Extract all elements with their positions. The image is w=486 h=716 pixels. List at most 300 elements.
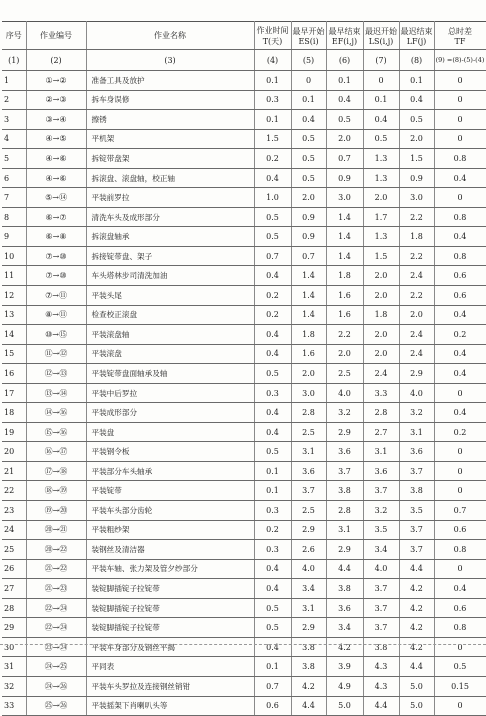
cell-lf: 3.1 <box>399 422 434 442</box>
cell-name: 平装中后罗拉 <box>86 383 254 403</box>
cell-no: 2 <box>2 90 26 110</box>
index-ls: (7) <box>363 50 399 71</box>
cell-es: 0.4 <box>291 110 326 130</box>
cell-es: 1.6 <box>291 344 326 364</box>
cell-tf: 0.4 <box>434 344 486 364</box>
cell-t: 0.4 <box>254 637 291 657</box>
cell-tf: 0.6 <box>434 266 486 286</box>
cell-tf: 0 <box>434 110 486 130</box>
cell-es: 2.6 <box>291 540 326 560</box>
cell-code: ⑪→⑫ <box>26 344 86 364</box>
cell-tf: 0 <box>434 188 486 208</box>
cell-name: 擦锈 <box>86 110 254 130</box>
cell-no: 4 <box>2 129 26 149</box>
cell-t: 0.1 <box>254 110 291 130</box>
cell-tf: 0 <box>434 383 486 403</box>
cell-ef: 2.0 <box>326 344 363 364</box>
index-name: (3) <box>86 50 254 71</box>
table-row <box>2 637 486 657</box>
cell-lf: 2.4 <box>399 325 434 345</box>
cell-t: 0.2 <box>254 305 291 325</box>
cell-no: 18 <box>2 403 26 423</box>
cell-t: 0.2 <box>254 286 291 306</box>
cell-name: 检查校正滚盘 <box>86 305 254 325</box>
col-header-ef-label: 最早结束 <box>328 26 361 36</box>
cell-tf: 0.2 <box>434 422 486 442</box>
cell-lf: 3.7 <box>399 520 434 540</box>
cell-ls: 3.7 <box>363 598 399 618</box>
cell-code: ⑬→⑭ <box>26 383 86 403</box>
cell-lf: 3.2 <box>399 403 434 423</box>
cell-ef: 4.4 <box>326 559 363 579</box>
cell-code: ⑮→⑯ <box>26 422 86 442</box>
cell-t: 0.3 <box>254 90 291 110</box>
cell-name: 装锭脚插锭子拉锭带 <box>86 579 254 599</box>
cell-code: ㉒→㉔ <box>26 618 86 638</box>
cell-ls: 3.1 <box>363 442 399 462</box>
cell-lf: 0.1 <box>399 71 434 91</box>
table-row <box>2 442 486 462</box>
cell-lf: 3.6 <box>399 442 434 462</box>
cell-t: 0.2 <box>254 520 291 540</box>
cell-ls: 3.4 <box>363 540 399 560</box>
cell-t: 0.4 <box>254 579 291 599</box>
cell-name: 准备工具及放护 <box>86 71 254 91</box>
cell-ls: 1.3 <box>363 227 399 247</box>
cell-tf: 0 <box>434 696 486 716</box>
cell-lf: 0.4 <box>399 90 434 110</box>
cell-ef: 2.8 <box>326 501 363 521</box>
cell-name: 拆车身误修 <box>86 90 254 110</box>
cell-es: 2.9 <box>291 520 326 540</box>
cell-code: ㉕→㉖ <box>26 696 86 716</box>
cell-code: ㉔→㉕ <box>26 657 86 677</box>
cell-name: 车头塔林步司清洗加油 <box>86 266 254 286</box>
cell-ef: 0.9 <box>326 168 363 188</box>
cell-t: 0.3 <box>254 501 291 521</box>
cell-tf: 0 <box>434 129 486 149</box>
table-row <box>2 246 486 266</box>
cell-code: ⑰→⑱ <box>26 461 86 481</box>
col-header-es <box>291 22 326 50</box>
cell-no: 20 <box>2 442 26 462</box>
cell-ls: 0.1 <box>363 90 399 110</box>
table-row <box>2 676 486 696</box>
cell-code: ㉓→㉔ <box>26 637 86 657</box>
cell-lf: 5.0 <box>399 696 434 716</box>
cell-tf: 0.5 <box>434 657 486 677</box>
cell-ef: 0.7 <box>326 149 363 169</box>
table-row <box>2 129 486 149</box>
cell-t: 0.4 <box>254 325 291 345</box>
table-row <box>2 168 486 188</box>
cell-no: 33 <box>2 696 26 716</box>
cell-code: ⑳→㉑ <box>26 520 86 540</box>
cell-lf: 5.0 <box>399 676 434 696</box>
cell-tf: 0 <box>434 559 486 579</box>
cell-ef: 0.5 <box>326 110 363 130</box>
cell-ls: 4.3 <box>363 657 399 677</box>
cell-t: 0.6 <box>254 696 291 716</box>
table-row <box>2 501 486 521</box>
table-row <box>2 305 486 325</box>
cell-lf: 2.4 <box>399 266 434 286</box>
cell-es: 3.7 <box>291 481 326 501</box>
table-row <box>2 422 486 442</box>
cell-es: 0.5 <box>291 149 326 169</box>
cell-code: ⑩→⑮ <box>26 325 86 345</box>
cell-tf: 0.8 <box>434 540 486 560</box>
cell-tf: 0.8 <box>434 246 486 266</box>
cell-no: 24 <box>2 520 26 540</box>
index-es: (5) <box>291 50 326 71</box>
cell-es: 3.0 <box>291 383 326 403</box>
cell-ls: 0.5 <box>363 129 399 149</box>
cell-t: 0.1 <box>254 657 291 677</box>
cell-code: ①→② <box>26 71 86 91</box>
cell-code: ㉑→㉒ <box>26 559 86 579</box>
cell-code: ⑦→⑩ <box>26 266 86 286</box>
cell-lf: 4.2 <box>399 579 434 599</box>
cell-es: 0 <box>291 71 326 91</box>
cell-t: 0.1 <box>254 461 291 481</box>
cell-es: 2.5 <box>291 501 326 521</box>
table-body <box>2 71 486 716</box>
cell-tf: 0.4 <box>434 403 486 423</box>
cell-es: 2.0 <box>291 364 326 384</box>
cell-t: 0.4 <box>254 168 291 188</box>
cell-tf: 0 <box>434 442 486 462</box>
cell-tf: 0 <box>434 90 486 110</box>
cell-ls: 0 <box>363 71 399 91</box>
cell-ls: 3.3 <box>363 383 399 403</box>
cell-code: ④→⑥ <box>26 168 86 188</box>
cell-lf: 1.8 <box>399 227 434 247</box>
cell-t: 0.3 <box>254 383 291 403</box>
cell-name: 平装成形部分 <box>86 403 254 423</box>
cell-ef: 1.8 <box>326 266 363 286</box>
table-row <box>2 559 486 579</box>
cell-tf: 0.4 <box>434 168 486 188</box>
cell-tf: 0.4 <box>434 227 486 247</box>
cell-no: 25 <box>2 540 26 560</box>
table-row <box>2 110 486 130</box>
table-row <box>2 481 486 501</box>
cell-ef: 4.2 <box>326 637 363 657</box>
cell-es: 3.6 <box>291 461 326 481</box>
fold-line <box>0 644 486 645</box>
cell-ef: 2.0 <box>326 129 363 149</box>
cell-lf: 3.7 <box>399 461 434 481</box>
cell-lf: 2.9 <box>399 364 434 384</box>
col-header-code: 作业编号 <box>26 22 86 50</box>
col-header-t <box>254 22 291 50</box>
cell-tf: 0.4 <box>434 364 486 384</box>
cell-ls: 2.7 <box>363 422 399 442</box>
cell-es: 3.1 <box>291 598 326 618</box>
cell-es: 0.1 <box>291 90 326 110</box>
cell-es: 2.8 <box>291 403 326 423</box>
cell-name: 平装滚盘 <box>86 344 254 364</box>
cell-ls: 1.7 <box>363 207 399 227</box>
cell-ef: 3.6 <box>326 442 363 462</box>
table-row <box>2 325 486 345</box>
cell-lf: 3.0 <box>399 188 434 208</box>
cell-t: 0.4 <box>254 559 291 579</box>
cell-lf: 0.5 <box>399 110 434 130</box>
index-no: (1) <box>2 50 26 71</box>
cell-es: 0.5 <box>291 129 326 149</box>
cell-lf: 2.0 <box>399 305 434 325</box>
cell-code: ⑲→⑳ <box>26 501 86 521</box>
cell-ef: 4.9 <box>326 676 363 696</box>
col-header-tf <box>434 22 486 50</box>
table-row <box>2 71 486 91</box>
cell-code: ⑦→⑩ <box>26 246 86 266</box>
cell-ls: 3.7 <box>363 579 399 599</box>
cell-ef: 1.4 <box>326 227 363 247</box>
index-ef: (6) <box>326 50 363 71</box>
cell-no: 15 <box>2 344 26 364</box>
cell-lf: 3.5 <box>399 501 434 521</box>
cell-lf: 3.7 <box>399 540 434 560</box>
cell-ef: 2.9 <box>326 422 363 442</box>
cell-lf: 2.2 <box>399 286 434 306</box>
cell-name: 装锭脚插锭子拉锭带 <box>86 618 254 638</box>
table-row <box>2 696 486 716</box>
cell-code: ㉑→㉓ <box>26 579 86 599</box>
cell-es: 0.5 <box>291 168 326 188</box>
cell-lf: 4.2 <box>399 598 434 618</box>
col-header-t-sub: T(天) <box>262 36 283 46</box>
cell-lf: 2.2 <box>399 207 434 227</box>
cell-es: 4.4 <box>291 696 326 716</box>
table-row <box>2 364 486 384</box>
cell-no: 13 <box>2 305 26 325</box>
cell-tf: 0 <box>434 637 486 657</box>
cell-t: 0.4 <box>254 266 291 286</box>
cell-es: 1.4 <box>291 305 326 325</box>
cell-no: 31 <box>2 657 26 677</box>
cell-no: 11 <box>2 266 26 286</box>
cell-name: 平装前罗拉 <box>86 188 254 208</box>
cell-tf: 0.8 <box>434 618 486 638</box>
col-header-tf-label: 总时差 <box>448 26 472 36</box>
cell-code: ③→④ <box>26 110 86 130</box>
cell-ls: 1.3 <box>363 168 399 188</box>
cell-ls: 3.7 <box>363 481 399 501</box>
cell-no: 12 <box>2 286 26 306</box>
table-row <box>2 461 486 481</box>
table-row <box>2 403 486 423</box>
cell-tf: 0.4 <box>434 579 486 599</box>
col-header-es-sub: ES(i) <box>298 36 319 46</box>
cell-no: 9 <box>2 227 26 247</box>
cell-code: ⑤→⑭ <box>26 188 86 208</box>
cell-t: 0.3 <box>254 540 291 560</box>
cell-no: 23 <box>2 501 26 521</box>
header-row <box>2 22 486 50</box>
table-row <box>2 286 486 306</box>
cell-name: 拆滚盘轴承 <box>86 227 254 247</box>
cell-code: ⑭→⑯ <box>26 403 86 423</box>
col-header-no: 序号 <box>2 22 26 50</box>
cell-t: 0.7 <box>254 676 291 696</box>
cell-es: 3.8 <box>291 637 326 657</box>
cell-es: 4.2 <box>291 676 326 696</box>
cell-name: 平装车头罗拉及连接钢丝销钳 <box>86 676 254 696</box>
cell-ls: 4.4 <box>363 696 399 716</box>
cell-tf: 0.7 <box>434 501 486 521</box>
cell-no: 6 <box>2 168 26 188</box>
cell-no: 16 <box>2 364 26 384</box>
cell-es: 2.5 <box>291 422 326 442</box>
cell-ef: 3.2 <box>326 403 363 423</box>
cell-lf: 3.8 <box>399 481 434 501</box>
cell-ls: 1.3 <box>363 149 399 169</box>
cell-lf: 4.4 <box>399 657 434 677</box>
cell-no: 27 <box>2 579 26 599</box>
cell-code: ㉒→㉔ <box>26 598 86 618</box>
cell-name: 平装部分车头轴承 <box>86 461 254 481</box>
cell-ef: 3.7 <box>326 461 363 481</box>
cell-no: 22 <box>2 481 26 501</box>
cell-es: 1.8 <box>291 325 326 345</box>
cell-tf: 0.2 <box>434 325 486 345</box>
table-row <box>2 657 486 677</box>
cell-t: 0.1 <box>254 481 291 501</box>
cell-name: 平装锭带 <box>86 481 254 501</box>
cell-name: 平装钢令板 <box>86 442 254 462</box>
cell-ef: 1.6 <box>326 286 363 306</box>
cell-ls: 2.0 <box>363 344 399 364</box>
cell-ef: 3.4 <box>326 618 363 638</box>
cell-tf: 0 <box>434 71 486 91</box>
col-header-es-label: 最早开始 <box>292 26 325 36</box>
cell-no: 21 <box>2 461 26 481</box>
cell-tf: 0.8 <box>434 207 486 227</box>
cell-no: 1 <box>2 71 26 91</box>
cell-name: 清洗车头及成形部分 <box>86 207 254 227</box>
table-row <box>2 579 486 599</box>
cell-tf: 0.6 <box>434 520 486 540</box>
cell-tf: 0 <box>434 461 486 481</box>
table-header <box>2 22 486 71</box>
cell-tf: 0.6 <box>434 598 486 618</box>
cell-name: 平装摇架下肖喇叭头等 <box>86 696 254 716</box>
cell-lf: 2.2 <box>399 246 434 266</box>
col-header-lf-label: 最迟结束 <box>400 26 433 36</box>
cell-ls: 0.4 <box>363 110 399 130</box>
table-row <box>2 383 486 403</box>
cell-ef: 3.9 <box>326 657 363 677</box>
cell-no: 5 <box>2 149 26 169</box>
cell-code: ㉔→㉖ <box>26 676 86 696</box>
col-header-t-label: 作业时间 <box>256 25 289 35</box>
cell-es: 2.9 <box>291 618 326 638</box>
cell-ls: 2.0 <box>363 188 399 208</box>
cell-no: 10 <box>2 246 26 266</box>
cell-lf: 2.0 <box>399 129 434 149</box>
table-row <box>2 618 486 638</box>
cell-ls: 1.8 <box>363 305 399 325</box>
cell-ef: 3.0 <box>326 188 363 208</box>
cell-t: 0.5 <box>254 207 291 227</box>
cell-ls: 3.7 <box>363 618 399 638</box>
col-header-name: 作业名称 <box>86 22 254 50</box>
cell-name: 拆滚盘、滚盘轴，校正轴 <box>86 168 254 188</box>
cell-no: 28 <box>2 598 26 618</box>
col-header-ef <box>326 22 363 50</box>
table-row <box>2 227 486 247</box>
index-code: (2) <box>26 50 86 71</box>
cell-ls: 1.5 <box>363 246 399 266</box>
cell-ef: 3.6 <box>326 598 363 618</box>
cell-no: 14 <box>2 325 26 345</box>
cell-es: 3.1 <box>291 442 326 462</box>
cell-ef: 2.9 <box>326 540 363 560</box>
cell-t: 0.4 <box>254 422 291 442</box>
cell-tf: 0 <box>434 481 486 501</box>
cell-ef: 0.4 <box>326 90 363 110</box>
cell-ef: 5.0 <box>326 696 363 716</box>
cell-no: 19 <box>2 422 26 442</box>
work-schedule-table <box>2 21 486 716</box>
cell-ls: 3.2 <box>363 501 399 521</box>
cell-es: 3.4 <box>291 579 326 599</box>
cell-ls: 3.5 <box>363 520 399 540</box>
cell-no: 17 <box>2 383 26 403</box>
cell-ls: 2.4 <box>363 364 399 384</box>
cell-no: 30 <box>2 637 26 657</box>
col-header-ls <box>363 22 399 50</box>
table-row <box>2 90 486 110</box>
col-header-ls-sub: LS(i,j) <box>368 36 394 46</box>
cell-no: 7 <box>2 188 26 208</box>
cell-lf: 4.2 <box>399 618 434 638</box>
cell-ef: 1.4 <box>326 207 363 227</box>
cell-t: 1.5 <box>254 129 291 149</box>
cell-ls: 3.6 <box>363 461 399 481</box>
cell-name: 装钢丝及清洁器 <box>86 540 254 560</box>
cell-name: 平装头尾 <box>86 286 254 306</box>
cell-t: 0.5 <box>254 598 291 618</box>
cell-es: 4.0 <box>291 559 326 579</box>
index-row <box>2 50 486 71</box>
table-row <box>2 598 486 618</box>
cell-code: ⑳→㉒ <box>26 540 86 560</box>
cell-tf: 0.8 <box>434 149 486 169</box>
table-row <box>2 540 486 560</box>
cell-t: 0.2 <box>254 149 291 169</box>
cell-ef: 2.2 <box>326 325 363 345</box>
cell-code: ②→③ <box>26 90 86 110</box>
cell-name: 平装车轴、张力架及管夕纱部分 <box>86 559 254 579</box>
cell-name: 平机架 <box>86 129 254 149</box>
cell-code: ⑫→⑬ <box>26 364 86 384</box>
cell-ls: 2.0 <box>363 325 399 345</box>
cell-t: 0.4 <box>254 403 291 423</box>
cell-lf: 0.9 <box>399 168 434 188</box>
cell-t: 0.7 <box>254 246 291 266</box>
cell-ef: 0.1 <box>326 71 363 91</box>
cell-lf: 1.5 <box>399 149 434 169</box>
cell-t: 1.0 <box>254 188 291 208</box>
cell-t: 0.5 <box>254 442 291 462</box>
cell-es: 2.0 <box>291 188 326 208</box>
col-header-lf <box>399 22 434 50</box>
table-row <box>2 344 486 364</box>
